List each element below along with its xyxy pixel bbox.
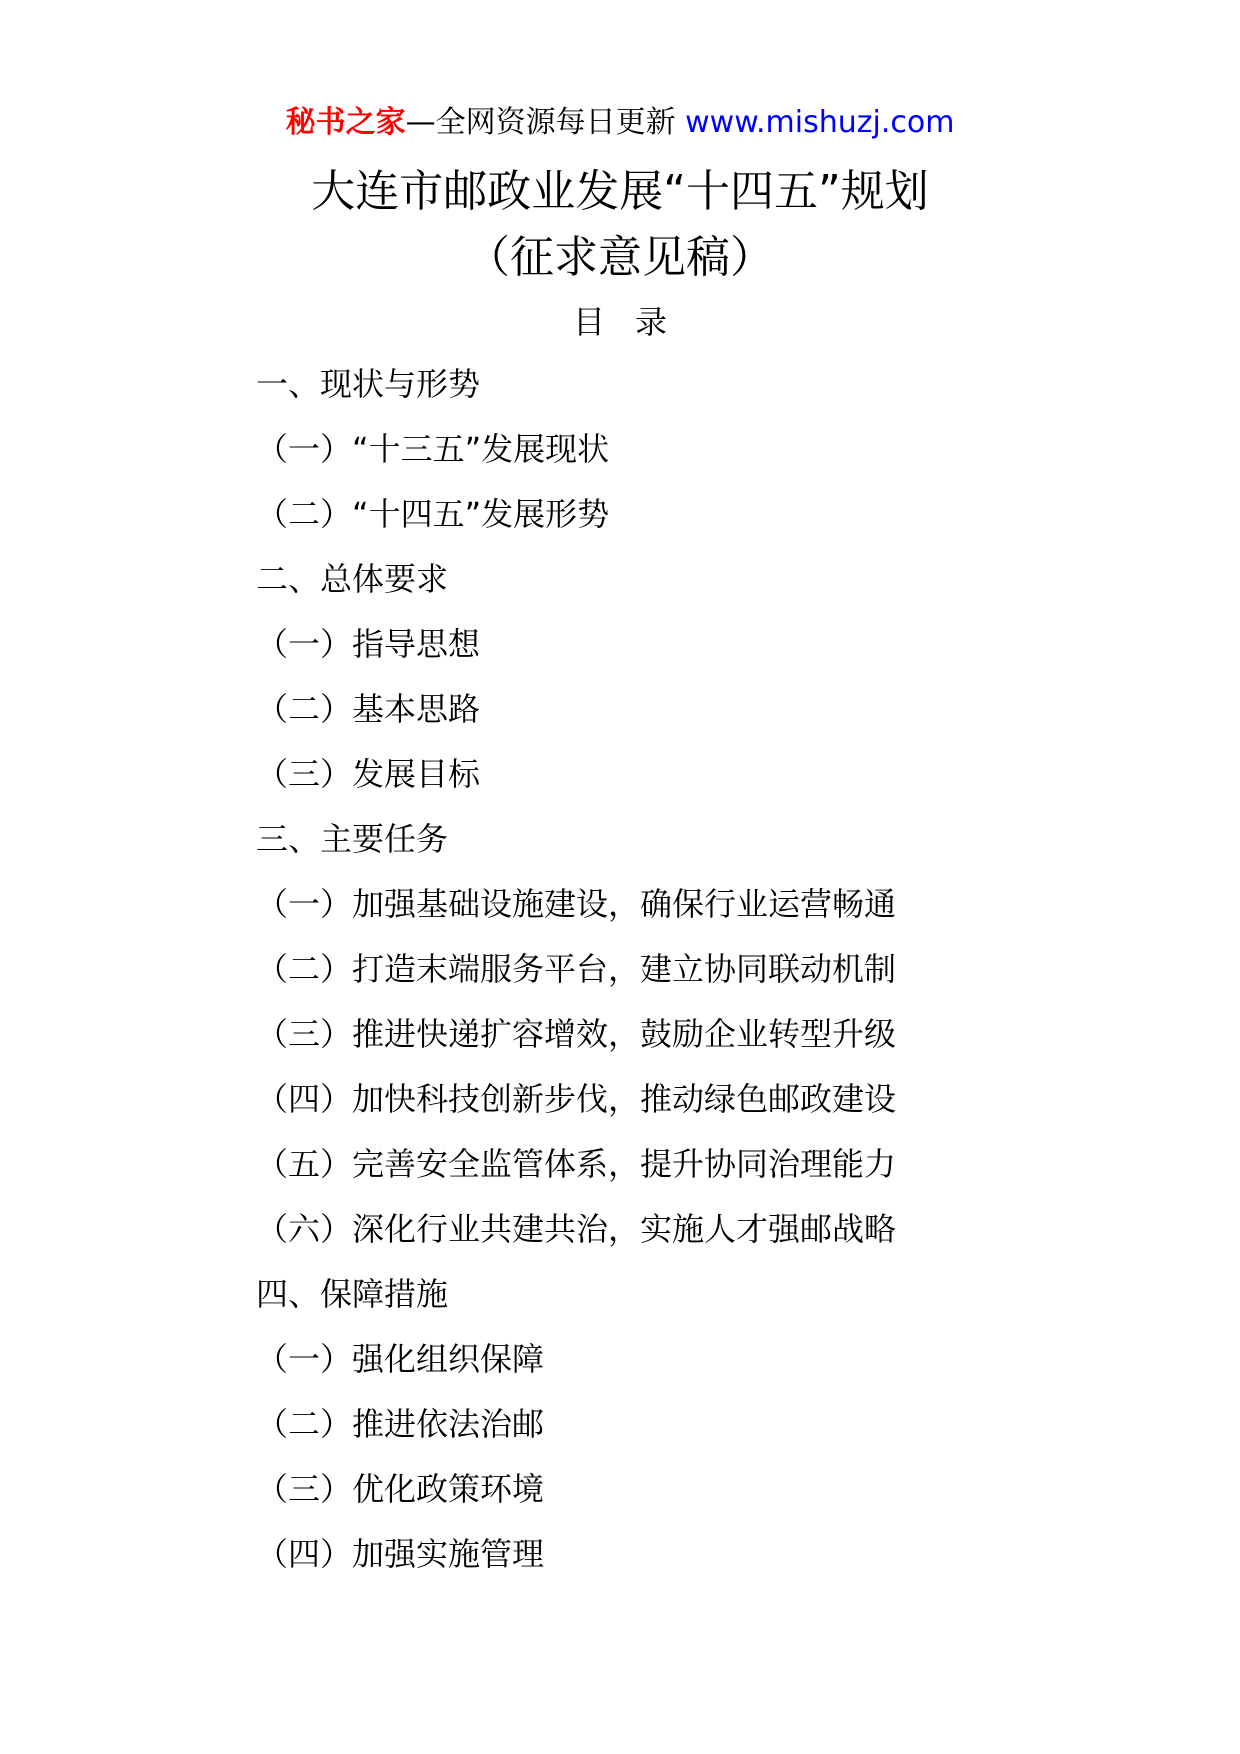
toc-section-3[interactable]: 三、主要任务 (256, 820, 449, 858)
document-subtitle: （征求意见稿） (466, 232, 774, 283)
toc-section-4[interactable]: 四、保障措施 (256, 1275, 449, 1313)
table-of-contents (256, 359, 1156, 1594)
banner-tagline: —全网资源每日更新 (405, 105, 686, 140)
toc-item[interactable]: （一）加强基础设施建设，确保行业运营畅通 (256, 885, 897, 923)
document-title: 大连市邮政业发展“十四五”规划 (311, 166, 929, 217)
toc-heading: 目录 (572, 303, 697, 341)
toc-item[interactable]: （二）“十四五”发展形势 (256, 495, 610, 533)
site-banner (0, 98, 1240, 148)
banner-url-link[interactable]: www.mishuzj.com (685, 105, 955, 140)
toc-item[interactable]: （一）“十三五”发展现状 (256, 430, 610, 468)
toc-section-1[interactable]: 一、现状与形势 (256, 365, 481, 403)
toc-item[interactable]: （三）发展目标 (256, 755, 481, 793)
toc-item[interactable]: （三）推进快递扩容增效，鼓励企业转型升级 (256, 1015, 897, 1053)
toc-item[interactable]: （二）推进依法治邮 (256, 1405, 545, 1443)
toc-item[interactable]: （二）打造末端服务平台，建立协同联动机制 (256, 950, 897, 988)
toc-section-2[interactable]: 二、总体要求 (256, 560, 449, 598)
toc-item[interactable]: （一）指导思想 (256, 625, 481, 663)
toc-item[interactable]: （二）基本思路 (256, 690, 481, 728)
toc-item[interactable]: （四）加强实施管理 (256, 1535, 545, 1573)
toc-item[interactable]: （五）完善安全监管体系，提升协同治理能力 (256, 1145, 897, 1183)
toc-item[interactable]: （一）强化组织保障 (256, 1340, 545, 1378)
toc-item[interactable]: （三）优化政策环境 (256, 1470, 545, 1508)
toc-item[interactable]: （四）加快科技创新步伐，推动绿色邮政建设 (256, 1080, 897, 1118)
toc-item[interactable]: （六）深化行业共建共治，实施人才强邮战略 (256, 1210, 897, 1248)
banner-brand: 秘书之家 (285, 105, 406, 140)
